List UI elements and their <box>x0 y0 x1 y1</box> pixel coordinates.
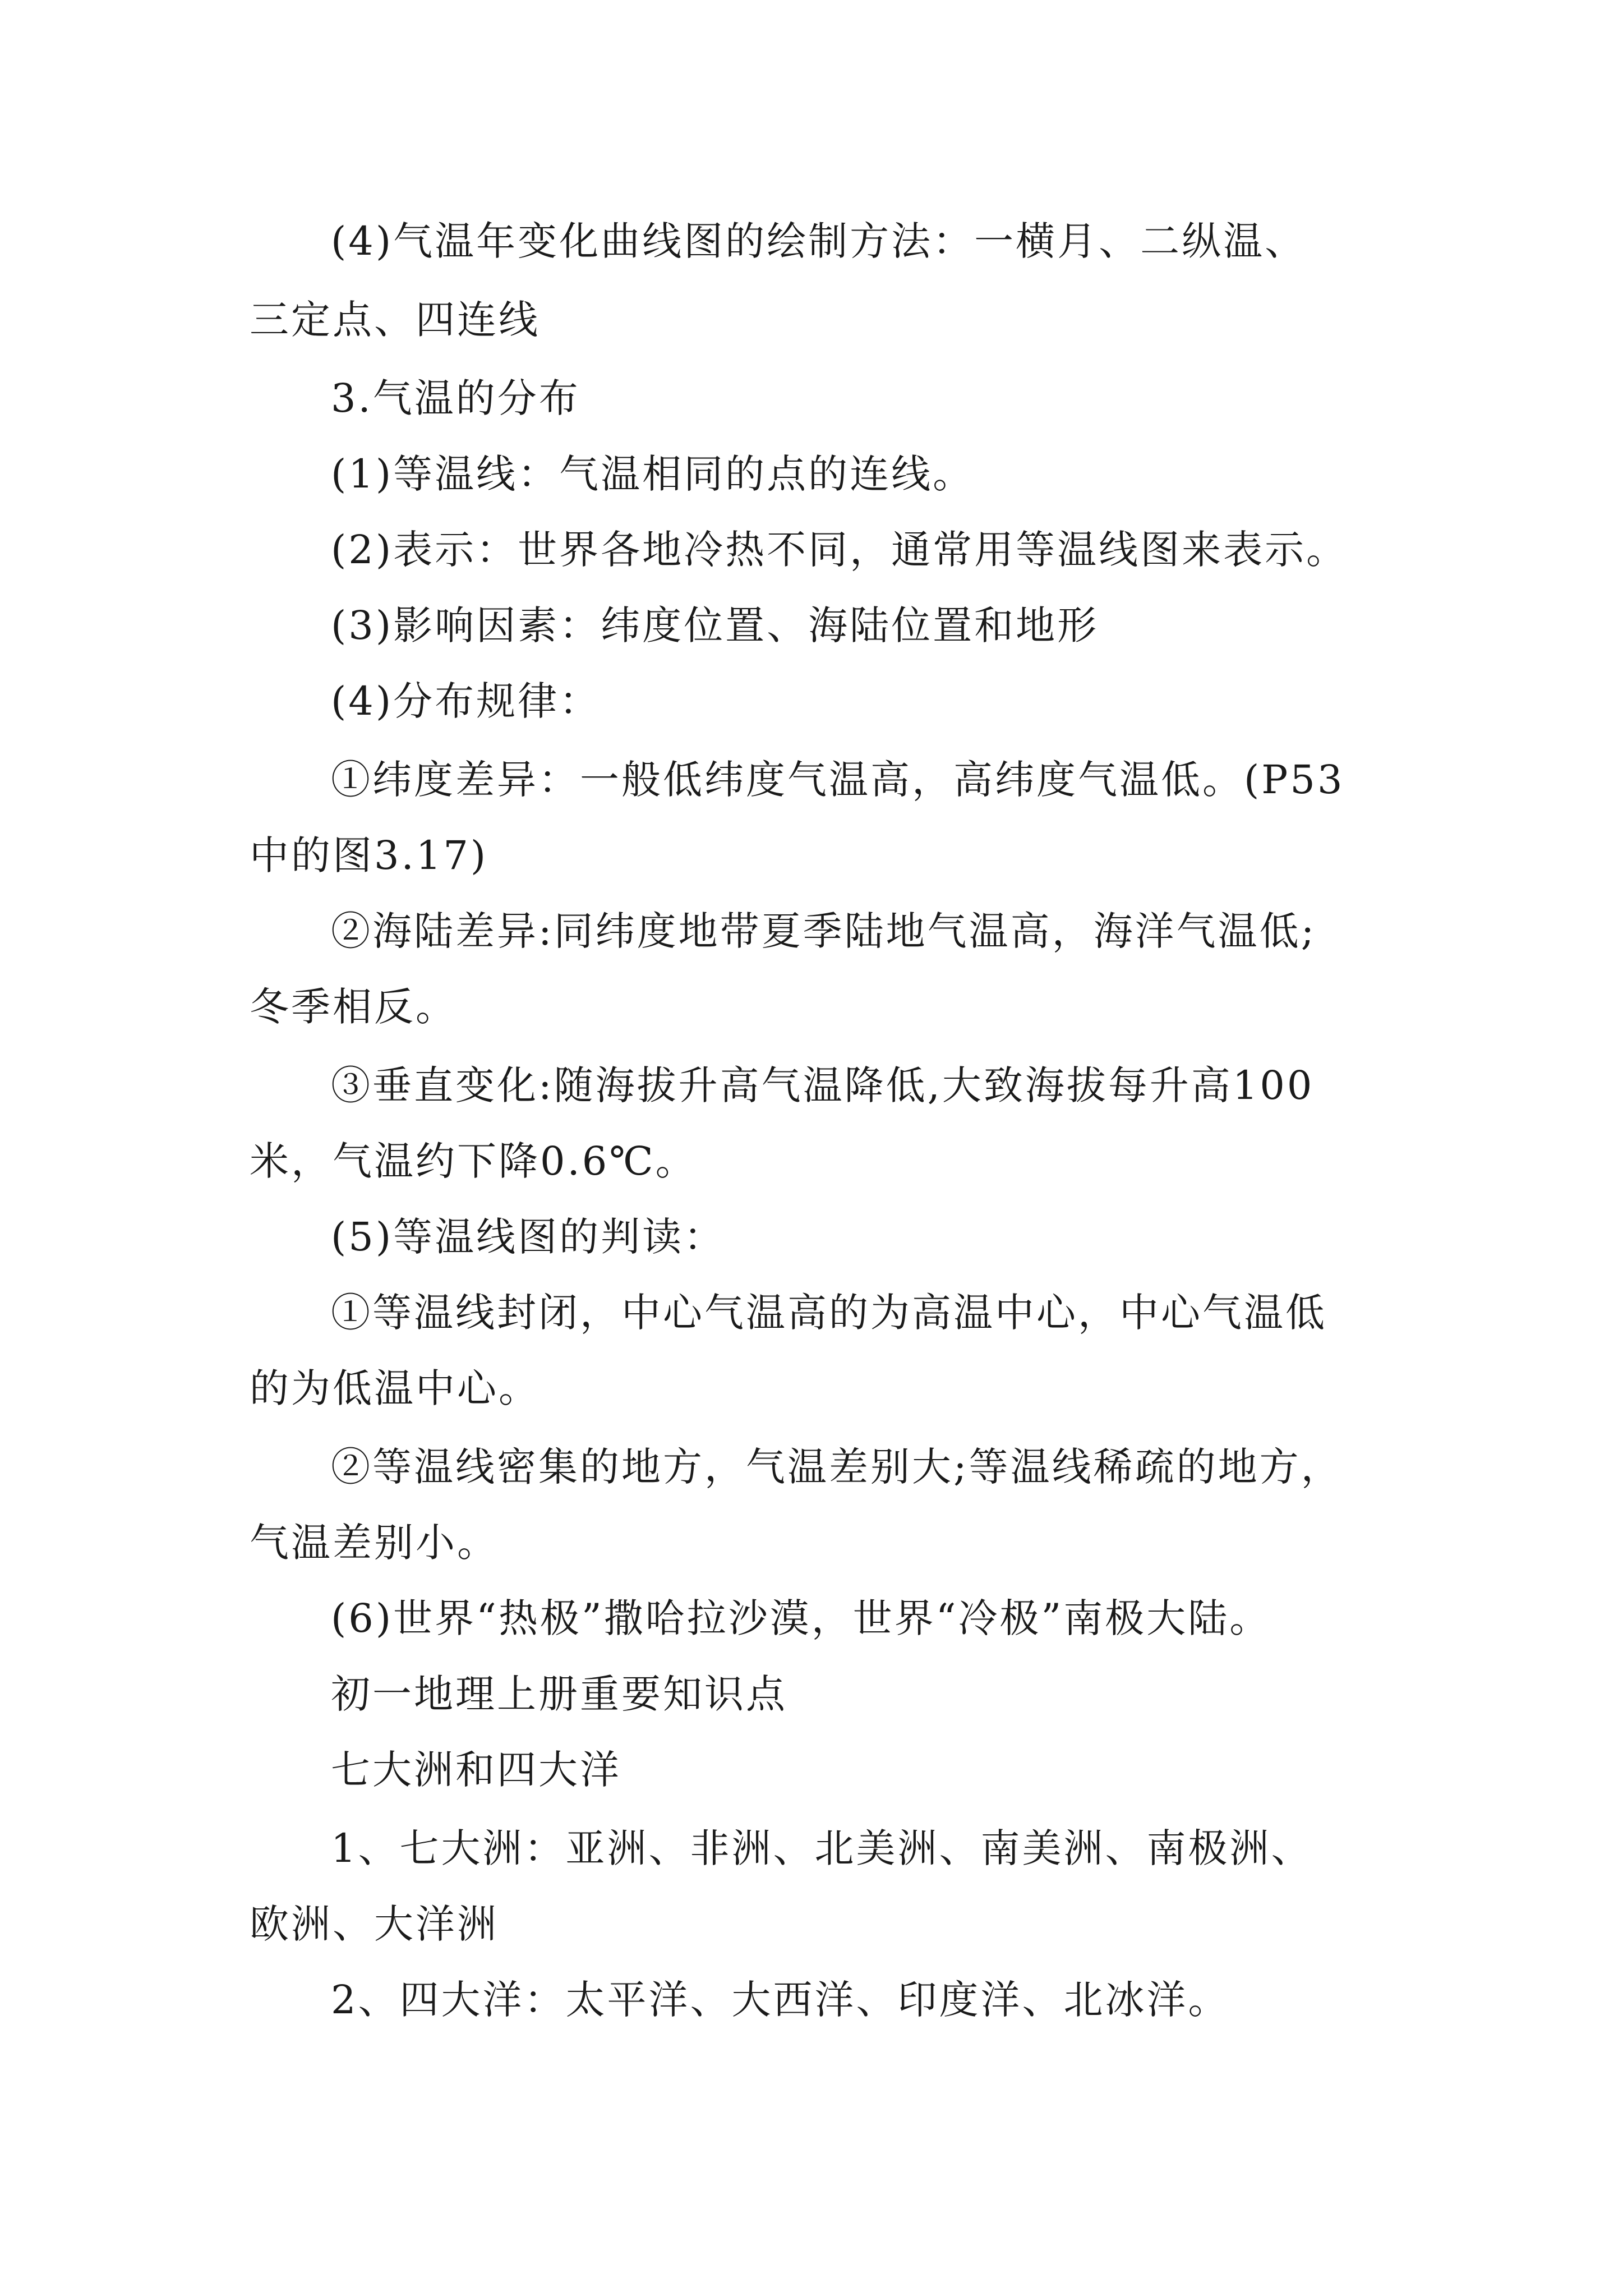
text-line: ②海陆差异:同纬度地带夏季陆地气温高，海洋气温低; <box>331 908 1317 954</box>
text-line: 冬季相反。 <box>250 984 457 1030</box>
text-line: (1)等温线：气温相同的点的连线。 <box>331 451 975 497</box>
text-line: 中的图3.17) <box>250 832 488 878</box>
text-line: (4)气温年变化曲线图的绘制方法：一横月、二纵温、 <box>331 218 1307 264</box>
text-line: (6)世界“热极”撒哈拉沙漠，世界“冷极”南极大陆。 <box>331 1595 1271 1641</box>
text-line: 1、七大洲：亚洲、非洲、北美洲、南美洲、南极洲、 <box>331 1825 1313 1871</box>
text-line: 气温差别小。 <box>250 1520 499 1566</box>
text-line: (2)表示：世界各地冷热不同，通常用等温线图来表示。 <box>331 527 1348 573</box>
text-line: (5)等温线图的判读： <box>331 1214 726 1260</box>
text-line: 2、四大洋：太平洋、大西洋、印度洋、北冰洋。 <box>331 1977 1230 2023</box>
text-line: 三定点、四连线 <box>250 297 540 343</box>
text-line: 的为低温中心。 <box>250 1365 540 1411</box>
text-line: ③垂直变化:随海拔升高气温降低,大致海拔每升高100 <box>331 1062 1315 1108</box>
text-line: (3)影响因素：纬度位置、海陆位置和地形 <box>331 602 1099 648</box>
text-line: 欧洲、大洋洲 <box>250 1901 499 1947</box>
text-line: ①等温线封闭，中心气温高的为高温中心，中心气温低 <box>331 1290 1327 1336</box>
section-heading: 初一地理上册重要知识点 <box>331 1671 787 1717</box>
text-line: 米，气温约下降0.6℃。 <box>250 1138 697 1184</box>
section-heading: 七大洲和四大洋 <box>331 1747 621 1793</box>
text-line: (4)分布规律： <box>331 678 601 724</box>
section-heading: 3.气温的分布 <box>331 375 580 421</box>
text-line: ②等温线密集的地方，气温差别大;等温线稀疏的地方， <box>331 1444 1343 1490</box>
text-line: ①纬度差异：一般低纬度气温高，高纬度气温低。(P53 <box>331 757 1345 803</box>
